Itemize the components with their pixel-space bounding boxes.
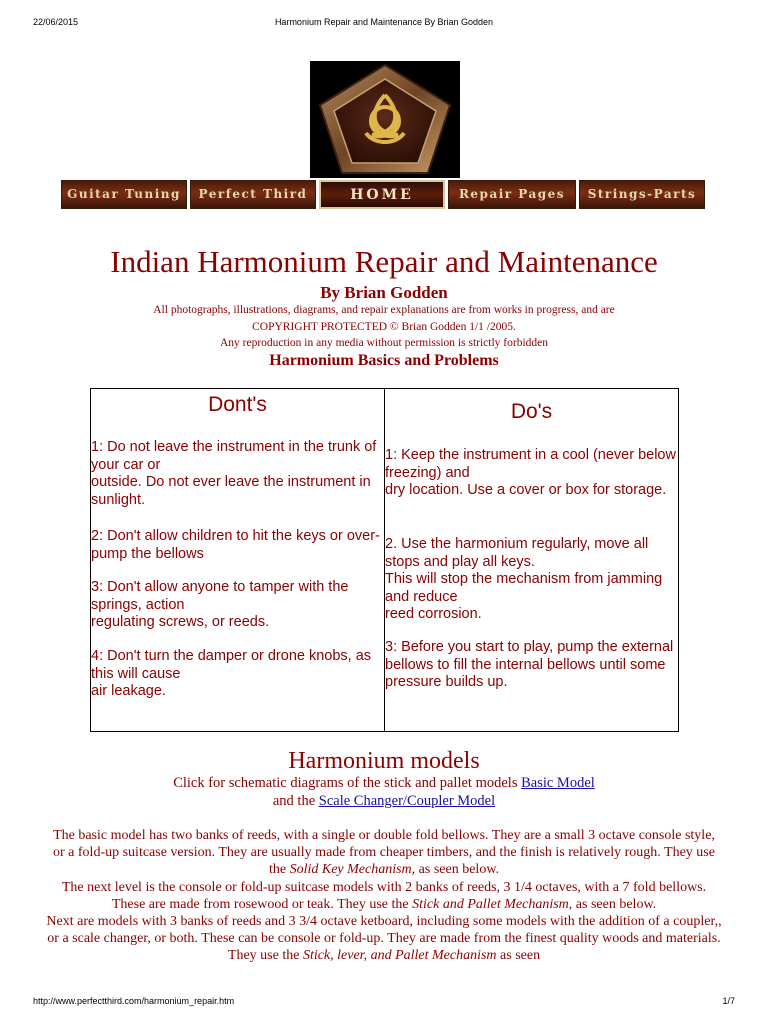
nav-repair-pages[interactable]: Repair Pages — [448, 180, 576, 209]
scale-changer-link[interactable]: Scale Changer/Coupler Model — [318, 793, 496, 809]
byline: By Brian Godden — [320, 283, 448, 302]
dos-heading: Do's — [510, 400, 553, 423]
nav-perfect-third[interactable]: Perfect Third — [190, 180, 316, 209]
do-item: 3: Before you start to play, pump the external bellows to fill the internal bellows until some pressure builds up. — [385, 639, 674, 690]
body-text: , as seen below. — [568, 896, 657, 912]
dont-item: 1: Do not leave the instrument in the trunk of your car or outside. Do not ever leave the instrument in sunlight. — [91, 439, 377, 508]
do-item: 2. Use the harmonium regularly, move all stops and play all keys. This will stop the mechanism from jamming and reduce reed corrosion. — [385, 536, 663, 622]
models-title: Harmonium models — [288, 748, 480, 774]
main-nav — [61, 180, 705, 209]
dont-item: 2: Don't allow children to hit the keys or over-pump the bellows — [91, 528, 380, 562]
body-text: The basic model has two banks of reeds, with a single or double fold bellows. They are a small 3 octave console style, or a fold-up suitcase version. They are usually made from cheaper timbers, and the finish is relatively rough. They use the — [53, 828, 715, 878]
nav-strings-parts[interactable]: Strings-Parts — [579, 180, 705, 209]
section-title: Harmonium Basics and Problems — [269, 352, 499, 369]
copyright-line: All photographs, illustrations, diagrams, and repair explanations are from works in progress, and are — [153, 304, 615, 316]
body-text: , as seen below. — [411, 862, 500, 878]
body-emphasis: Stick and Pallet Mechanism — [412, 896, 569, 912]
print-url: http://www.perfectthird.com/harmonium_repair.htm — [33, 996, 235, 1006]
copyright-line: COPYRIGHT PROTECTED © Brian Godden 1/1 /2005. — [252, 321, 516, 333]
models-description — [46, 827, 722, 965]
print-date: 22/06/2015 — [33, 17, 79, 27]
basic-model-link[interactable]: Basic Model — [521, 775, 595, 791]
page-title: Indian Harmonium Repair and Maintenance — [110, 244, 658, 279]
body-text: The next level is the console or fold-up suitcase models with 2 banks of reeds, 3 1/4 octaves, with a 7 fold bellows. These are made from rosewood or teak. They use the — [61, 879, 707, 912]
print-title: Harmonium Repair and Maintenance By Brian Godden — [274, 17, 494, 27]
body-text: Next are models with 3 banks of reeds and 3 3/4 octave ketboard, including some models with the addition of a coupler,, or a scale changer, or both. These can be console or fold-up. They are made from the finest quality woods and materials. They use the — [46, 914, 722, 964]
models-and-text: and the — [272, 793, 319, 809]
print-page-number: 1/7 — [722, 996, 735, 1006]
models-line-2 — [0, 793, 768, 810]
body-emphasis: Solid Key Mechanism — [289, 862, 412, 878]
body-text: as seen — [496, 948, 541, 964]
do-item: 1: Keep the instrument in a cool (never below freezing) and dry location. Use a cover or box for storage. — [385, 447, 676, 498]
models-intro-text: Click for schematic diagrams of the stick and pallet models — [173, 775, 522, 791]
copyright-line: Any reproduction in any media without permission is strictly forbidden — [219, 337, 548, 349]
celtic-knot-logo — [310, 61, 460, 178]
dos-donts-table — [90, 388, 679, 732]
dont-item: 4: Don't turn the damper or drone knobs, as this will cause air leakage. — [91, 648, 372, 699]
body-emphasis: Stick, lever, and Pallet Mechanism — [302, 948, 497, 964]
nav-guitar-tuning[interactable]: Guitar Tuning — [61, 180, 187, 209]
donts-heading: Dont's — [208, 393, 267, 416]
dont-item: 3: Don't allow anyone to tamper with the springs, action regulating screws, or reeds. — [91, 579, 349, 630]
models-line-1 — [0, 775, 768, 792]
nav-home[interactable]: HOME — [319, 180, 445, 209]
